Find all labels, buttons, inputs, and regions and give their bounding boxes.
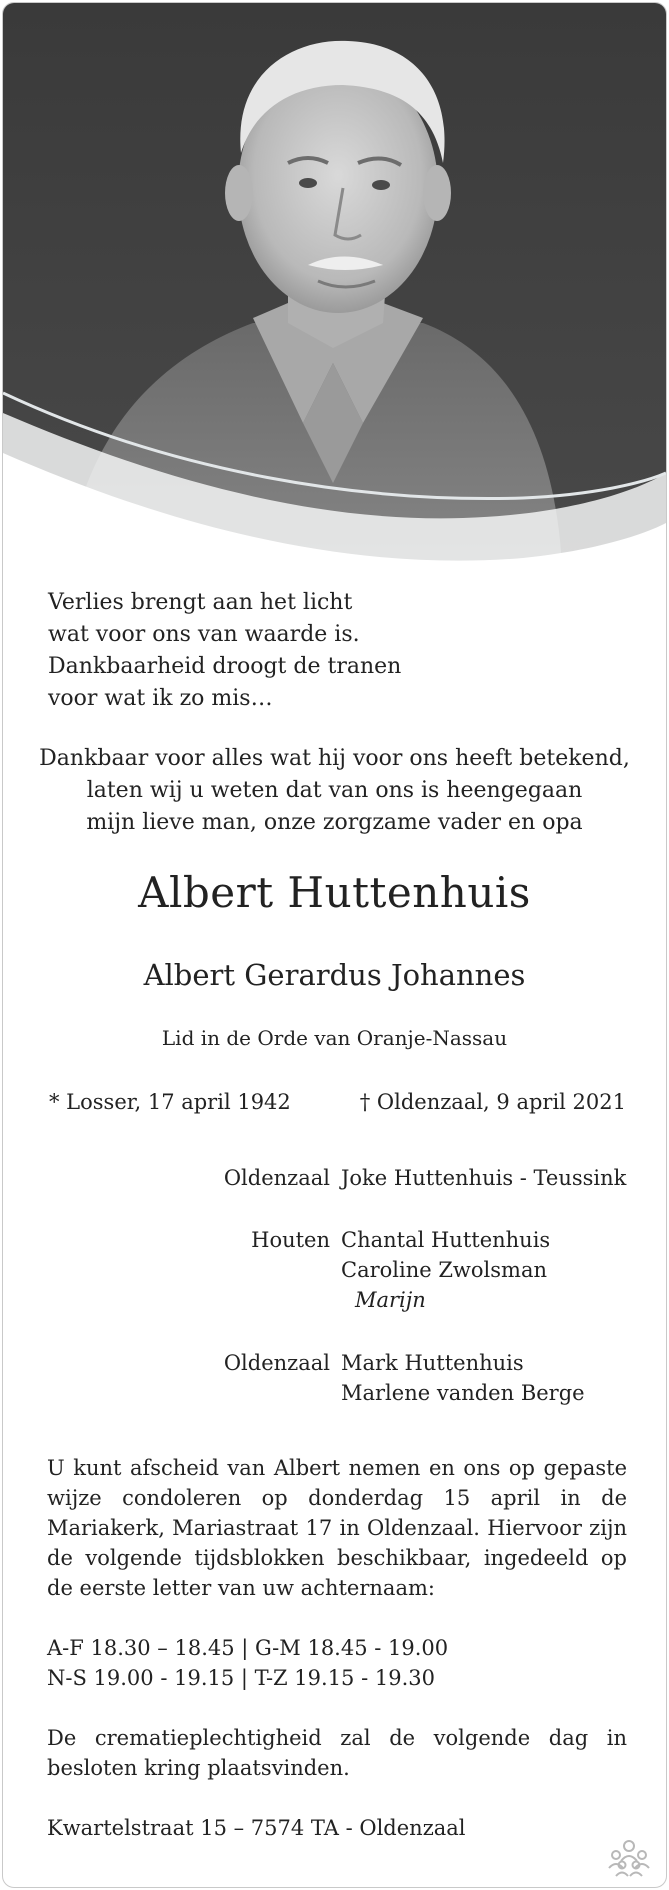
- intro-line: Dankbaar voor alles wat hij voor ons heeft betekend,: [39, 746, 630, 771]
- family-member: Mark Huttenhuis: [341, 1351, 524, 1375]
- timeslot-line: N-S 19.00 - 19.15 | T-Z 19.15 - 19.30: [47, 1666, 435, 1690]
- people-group-icon: [606, 1837, 652, 1877]
- family-member: Chantal Huttenhuis: [341, 1228, 551, 1252]
- family-place: Oldenzaal: [223, 1351, 330, 1375]
- deceased-name: Albert Huttenhuis: [138, 868, 531, 917]
- intro-line: mijn lieve man, onze zorgzame vader en opa: [86, 810, 583, 835]
- family-names: [341, 1348, 585, 1408]
- poem-line: Verlies brengt aan het licht: [48, 590, 353, 615]
- family-member: Marlene vanden Berge: [341, 1381, 585, 1405]
- poem-line: wat voor ons van waarde is.: [48, 622, 360, 647]
- intro-line: laten wij u weten dat van ons is heengegaan: [86, 778, 583, 803]
- deceased-full-name: Albert Gerardus Johannes: [143, 958, 526, 992]
- portrait-photo: [3, 3, 666, 603]
- cremation-text: De crematieplechtigheid zal de volgende dag in besloten kring plaatsvinden.: [47, 1726, 627, 1780]
- obituary-card: [2, 2, 667, 1888]
- death-line: † Oldenzaal, 9 april 2021: [359, 1090, 626, 1114]
- announcement-intro: [3, 743, 666, 839]
- birth-line: * Losser, 17 april 1942: [49, 1090, 291, 1114]
- family-member: Caroline Zwolsman: [341, 1258, 547, 1282]
- family-names: [341, 1163, 626, 1193]
- condolence-text: [47, 1453, 627, 1603]
- family-member: Joke Huttenhuis - Teussink: [341, 1166, 627, 1190]
- family-names: [341, 1225, 550, 1315]
- family-place: Houten: [251, 1228, 330, 1252]
- poem-line: Dankbaarheid droogt de tranen: [48, 654, 402, 679]
- timeslots-intro: Hiervoor zijn de volgende tijdsblokken beschikbaar, ingedeeld op de eerste letter van uw achternaam:: [47, 1516, 627, 1600]
- poem: [48, 587, 401, 715]
- address: Kwartelstraat 15 – 7574 TA - Oldenzaal: [47, 1816, 466, 1840]
- poem-line: voor wat ik zo mis…: [48, 686, 273, 711]
- honour-line: Lid in de Orde van Oranje-Nassau: [161, 1026, 508, 1050]
- family-place: Oldenzaal: [223, 1166, 330, 1190]
- timeslot-line: A-F 18.30 – 18.45 | G-M 18.45 - 19.00: [47, 1636, 449, 1660]
- condolence-info: U kunt afscheid van Albert nemen en ons op gepaste wijze condoleren op donderdag 15 april in de Mariakerk, Mariastraat 17 in Oldenzaal.: [47, 1456, 627, 1540]
- timeslots: [47, 1633, 627, 1693]
- family-member: Marijn: [355, 1288, 426, 1312]
